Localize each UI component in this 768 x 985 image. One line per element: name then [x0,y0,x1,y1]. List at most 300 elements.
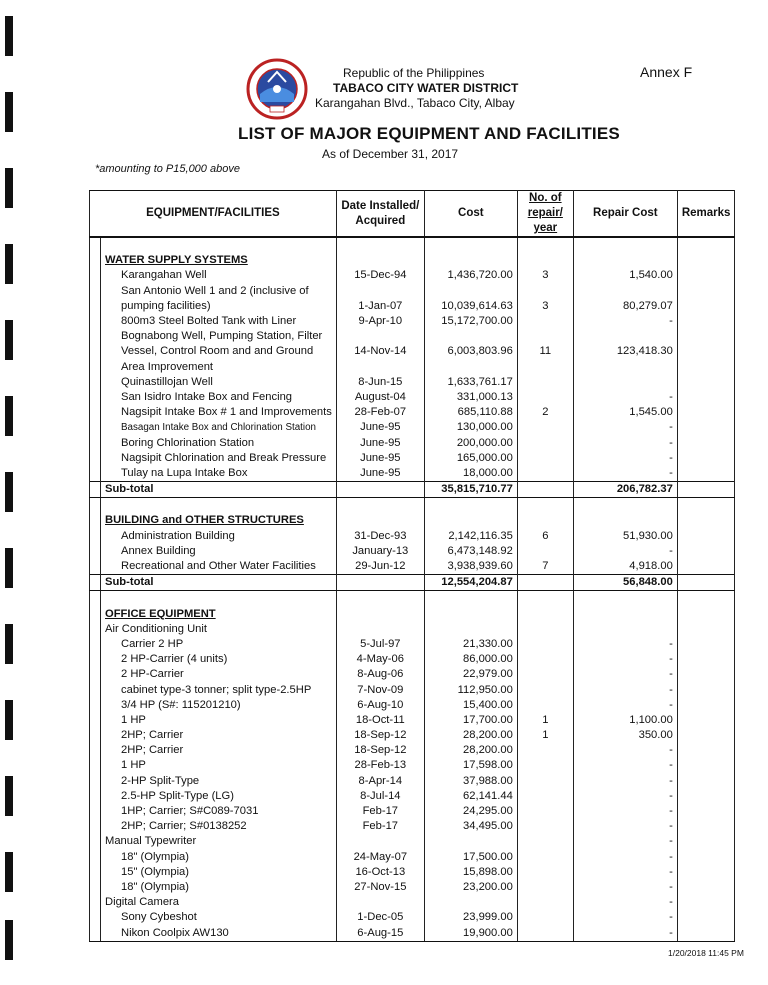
table-row [90,268,735,283]
table-row [90,910,735,925]
cost-cell: 3,938,939.60 [424,559,517,575]
remarks-cell [677,774,735,789]
lead-cell [90,622,101,637]
item-name: WATER SUPPLY SYSTEMS [101,253,337,268]
group-row [90,834,735,849]
repair-cost-cell [573,622,677,637]
repair-cost-cell: - [573,466,677,482]
remarks-cell [677,299,735,314]
date-cell: 7-Nov-09 [336,682,424,697]
remarks-cell [677,420,735,435]
lead-cell [90,743,101,758]
lead-cell [90,329,101,344]
remarks-cell [677,925,735,941]
table-row [90,559,735,575]
cost-cell: 1,436,720.00 [424,268,517,283]
repairs-cell [517,819,573,834]
remarks-cell [677,652,735,667]
repairs-cell [517,498,573,514]
cost-cell: 331,000.13 [424,390,517,405]
repairs-cell [517,544,573,559]
cost-cell: 34,495.00 [424,819,517,834]
table-row [90,667,735,682]
date-cell: 8-Jul-14 [336,789,424,804]
date-cell [336,607,424,622]
table-row [90,344,735,359]
repair-cost-cell: 56,848.00 [573,575,677,591]
as-of-date: As of December 31, 2017 [322,147,459,161]
date-cell: 6-Aug-10 [336,698,424,713]
table-row [90,880,735,895]
remarks-cell [677,880,735,895]
date-cell: 24-May-07 [336,850,424,865]
lead-cell [90,880,101,895]
item-name: 15" (Olympia) [101,865,337,880]
remarks-cell [677,253,735,268]
remarks-cell [677,466,735,482]
table-row [90,774,735,789]
cost-cell: 15,898.00 [424,865,517,880]
table-body [90,237,735,941]
cost-cell: 685,110.88 [424,405,517,420]
cost-cell [424,622,517,637]
binding-mark [5,472,13,512]
remarks-cell [677,713,735,728]
repair-cost-cell [573,498,677,514]
remarks-cell [677,682,735,697]
lead-cell [90,758,101,773]
repair-cost-cell: 123,418.30 [573,344,677,359]
repairs-cell [517,591,573,607]
remarks-cell [677,329,735,344]
item-name [101,237,337,253]
repair-cost-cell [573,360,677,375]
repairs-cell [517,804,573,819]
cost-cell: 18,000.00 [424,466,517,482]
item-name: Nagsipit Chlorination and Break Pressure [101,451,337,466]
lead-cell [90,284,101,299]
date-cell: 15-Dec-94 [336,268,424,283]
repairs-cell [517,682,573,697]
section-row [90,607,735,622]
cost-cell: 112,950.00 [424,682,517,697]
item-name: 2HP; Carrier; S#0138252 [101,819,337,834]
lead-cell [90,713,101,728]
repairs-cell [517,466,573,482]
binding-mark [5,624,13,664]
item-name: Nikon Coolpix AW130 [101,925,337,941]
repair-cost-cell [573,375,677,390]
item-name: Digital Camera [101,895,337,910]
repair-cost-cell: - [573,667,677,682]
lead-cell [90,575,101,591]
date-cell: 31-Dec-93 [336,529,424,544]
repair-cost-cell: 1,545.00 [573,405,677,420]
republic-line: Republic of the Philippines [343,66,485,80]
repair-cost-cell: - [573,743,677,758]
date-cell: 8-Apr-14 [336,774,424,789]
item-name: 1 HP [101,713,337,728]
repair-cost-cell: - [573,451,677,466]
lead-cell [90,591,101,607]
date-cell: 1-Dec-05 [336,910,424,925]
lead-cell [90,667,101,682]
water-district-logo-icon [246,58,308,120]
table-row [90,925,735,941]
repairs-cell [517,925,573,941]
repair-cost-cell: - [573,637,677,652]
date-cell: 6-Aug-15 [336,925,424,941]
item-name: Administration Building [101,529,337,544]
item-name: Area Improvement [101,360,337,375]
binding-mark [5,548,13,588]
cost-cell: 19,900.00 [424,925,517,941]
blank-row [90,237,735,253]
table-row [90,758,735,773]
table-row [90,819,735,834]
repair-cost-cell: - [573,544,677,559]
repair-cost-cell [573,591,677,607]
section-row [90,253,735,268]
item-name: 2 HP-Carrier [101,667,337,682]
remarks-cell [677,622,735,637]
repair-cost-cell: - [573,435,677,450]
repairs-cell: 2 [517,405,573,420]
remarks-cell [677,237,735,253]
cost-cell: 24,295.00 [424,804,517,819]
table-row [90,652,735,667]
binding-mark [5,396,13,436]
repairs-cell [517,652,573,667]
cost-cell [424,237,517,253]
remarks-cell [677,498,735,514]
cost-cell: 22,979.00 [424,667,517,682]
repair-cost-cell: - [573,895,677,910]
lead-cell [90,698,101,713]
table-row [90,435,735,450]
repairs-cell: 1 [517,728,573,743]
item-name: OFFICE EQUIPMENT [101,607,337,622]
repairs-cell [517,375,573,390]
cost-cell: 2,142,116.35 [424,529,517,544]
item-name: Tulay na Lupa Intake Box [101,466,337,482]
cost-cell [424,329,517,344]
date-cell [336,575,424,591]
date-cell [336,360,424,375]
binding-mark [5,700,13,740]
lead-cell [90,607,101,622]
lead-cell [90,420,101,435]
remarks-cell [677,789,735,804]
cost-cell: 6,473,148.92 [424,544,517,559]
item-name: 3/4 HP (S#: 115201210) [101,698,337,713]
col-equipment: EQUIPMENT/FACILITIES [90,191,337,238]
cost-cell: 28,200.00 [424,728,517,743]
repair-cost-cell: - [573,789,677,804]
date-cell [336,253,424,268]
lead-cell [90,405,101,420]
date-cell: 18-Sep-12 [336,728,424,743]
cost-cell: 86,000.00 [424,652,517,667]
date-cell: Feb-17 [336,804,424,819]
repair-cost-cell: 4,918.00 [573,559,677,575]
date-cell: 1-Jan-07 [336,299,424,314]
remarks-cell [677,743,735,758]
lead-cell [90,652,101,667]
date-cell: 27-Nov-15 [336,880,424,895]
lead-cell [90,682,101,697]
repair-cost-cell [573,237,677,253]
date-cell [336,513,424,528]
repairs-cell [517,698,573,713]
remarks-cell [677,895,735,910]
lead-cell [90,895,101,910]
lead-cell [90,834,101,849]
table-row [90,682,735,697]
date-cell: Feb-17 [336,819,424,834]
date-cell: 18-Oct-11 [336,713,424,728]
item-name: 18" (Olympia) [101,880,337,895]
table-row [90,314,735,329]
lead-cell [90,850,101,865]
date-cell: June-95 [336,451,424,466]
date-cell: 4-May-06 [336,652,424,667]
binding-mark [5,92,13,132]
remarks-cell [677,268,735,283]
remarks-cell [677,591,735,607]
lead-cell [90,314,101,329]
lead-cell [90,559,101,575]
repair-cost-cell: - [573,819,677,834]
cost-cell: 21,330.00 [424,637,517,652]
cost-cell: 23,200.00 [424,880,517,895]
cost-cell [424,253,517,268]
item-name: Basagan Intake Box and Chlorination Station [101,420,337,435]
cost-cell [424,498,517,514]
repairs-cell: 7 [517,559,573,575]
item-name: pumping facilities) [101,299,337,314]
date-cell: 16-Oct-13 [336,865,424,880]
item-name: Bognabong Well, Pumping Station, Filter [101,329,337,344]
lead-cell [90,435,101,450]
item-name: BUILDING and OTHER STRUCTURES [101,513,337,528]
lead-cell [90,819,101,834]
cost-cell: 15,172,700.00 [424,314,517,329]
section-row [90,513,735,528]
district-address: Karangahan Blvd., Tabaco City, Albay [315,96,515,110]
repairs-cell [517,910,573,925]
cost-cell: 130,000.00 [424,420,517,435]
item-name: Carrier 2 HP [101,637,337,652]
cost-cell: 17,500.00 [424,850,517,865]
col-date: Date Installed/ Acquired [336,191,424,238]
lead-cell [90,360,101,375]
date-cell: January-13 [336,544,424,559]
date-cell: 28-Feb-13 [336,758,424,773]
cost-cell: 17,700.00 [424,713,517,728]
remarks-cell [677,544,735,559]
cost-cell: 1,633,761.17 [424,375,517,390]
item-name: cabinet type-3 tonner; split type-2.5HP [101,682,337,697]
lead-cell [90,375,101,390]
date-cell [336,895,424,910]
blank-row [90,498,735,514]
remarks-cell [677,850,735,865]
table-row [90,789,735,804]
binding-mark [5,168,13,208]
remarks-cell [677,559,735,575]
table-row [90,420,735,435]
repair-cost-cell [573,513,677,528]
date-cell [336,329,424,344]
cost-cell: 23,999.00 [424,910,517,925]
binding-mark [5,320,13,360]
repairs-cell: 3 [517,268,573,283]
item-name: 1HP; Carrier; S#C089-7031 [101,804,337,819]
repair-cost-cell: - [573,698,677,713]
table-row [90,529,735,544]
remarks-cell [677,865,735,880]
repair-cost-cell: 1,100.00 [573,713,677,728]
table-row [90,375,735,390]
repairs-cell [517,637,573,652]
remarks-cell [677,834,735,849]
repair-cost-cell: 350.00 [573,728,677,743]
repairs-cell [517,284,573,299]
repairs-cell [517,834,573,849]
item-name: Sub-total [101,575,337,591]
date-cell [336,237,424,253]
remarks-cell [677,344,735,359]
date-cell: 9-Apr-10 [336,314,424,329]
table-row [90,405,735,420]
table-row [90,637,735,652]
item-name [101,591,337,607]
item-name: 2HP; Carrier [101,728,337,743]
repairs-cell [517,253,573,268]
table-header [90,191,735,238]
repairs-cell [517,895,573,910]
table-row [90,390,735,405]
cost-cell: 10,039,614.63 [424,299,517,314]
repair-cost-cell: 1,540.00 [573,268,677,283]
item-name: Quinastillojan Well [101,375,337,390]
repairs-cell [517,314,573,329]
table-row [90,804,735,819]
remarks-cell [677,575,735,591]
repairs-cell [517,789,573,804]
lead-cell [90,925,101,941]
blank-row [90,591,735,607]
lead-cell [90,728,101,743]
table-row [90,329,735,344]
repair-cost-cell: - [573,834,677,849]
repairs-cell [517,482,573,498]
lead-cell [90,804,101,819]
item-name: 18" (Olympia) [101,850,337,865]
col-repairs: No. of repair/ year [517,191,573,238]
repair-cost-cell: - [573,910,677,925]
lead-cell [90,637,101,652]
date-cell: June-95 [336,435,424,450]
remarks-cell [677,804,735,819]
lead-cell [90,482,101,498]
repairs-cell [517,758,573,773]
remarks-cell [677,375,735,390]
item-name: Sony Cybeshot [101,910,337,925]
remarks-cell [677,698,735,713]
remarks-cell [677,405,735,420]
group-row [90,622,735,637]
repair-cost-cell: - [573,925,677,941]
cost-cell: 35,815,710.77 [424,482,517,498]
date-cell [336,591,424,607]
date-cell: June-95 [336,466,424,482]
table-row [90,544,735,559]
cost-cell [424,607,517,622]
binding-mark [5,244,13,284]
repairs-cell [517,451,573,466]
annex-label: Annex F [640,64,693,80]
threshold-note: *amounting to P15,000 above [95,163,240,175]
repairs-cell: 1 [517,713,573,728]
repairs-cell [517,435,573,450]
item-name: Recreational and Other Water Facilities [101,559,337,575]
table-row [90,850,735,865]
repairs-cell: 6 [517,529,573,544]
repair-cost-cell: - [573,865,677,880]
date-cell: 18-Sep-12 [336,743,424,758]
remarks-cell [677,390,735,405]
remarks-cell [677,637,735,652]
date-cell: 8-Jun-15 [336,375,424,390]
repairs-cell: 3 [517,299,573,314]
table-row [90,728,735,743]
cost-cell [424,834,517,849]
lead-cell [90,299,101,314]
lead-cell [90,466,101,482]
date-cell: 14-Nov-14 [336,344,424,359]
repair-cost-cell [573,329,677,344]
repairs-cell [517,622,573,637]
item-name: 2.5-HP Split-Type (LG) [101,789,337,804]
cost-cell: 28,200.00 [424,743,517,758]
repair-cost-cell [573,253,677,268]
lead-cell [90,544,101,559]
table-row [90,743,735,758]
repairs-cell [517,329,573,344]
lead-cell [90,237,101,253]
lead-cell [90,451,101,466]
repairs-cell [517,865,573,880]
lead-cell [90,268,101,283]
cost-cell [424,591,517,607]
print-timestamp: 1/20/2018 11:45 PM [668,948,744,958]
table-row [90,713,735,728]
repairs-cell [517,420,573,435]
table-row [90,865,735,880]
remarks-cell [677,314,735,329]
binding-mark [5,16,13,56]
cost-cell: 37,988.00 [424,774,517,789]
repair-cost-cell [573,284,677,299]
item-name: Annex Building [101,544,337,559]
repairs-cell [517,513,573,528]
repair-cost-cell: 80,279.07 [573,299,677,314]
date-cell [336,284,424,299]
binding-mark [5,920,13,960]
remarks-cell [677,360,735,375]
